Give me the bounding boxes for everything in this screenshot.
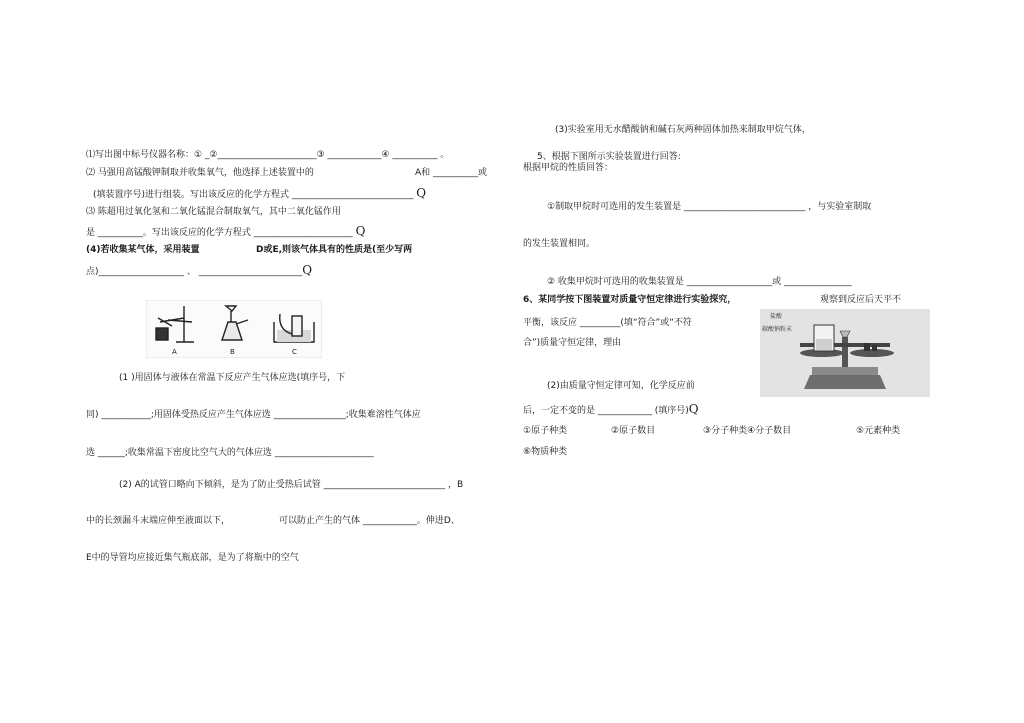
option-3-4: ③分子种类④分子数目 [703, 426, 792, 436]
figure-label-a: A [172, 348, 177, 356]
conservation-answer-line: 后，一定不变的是 ____________ (填序号)Q [523, 402, 699, 416]
part-2-pipe-line: E中的导管均应接近集气瓶底部，是为了将瓶中的空气 [86, 553, 299, 563]
question-6-observation: 观察到反应后天平不 [820, 295, 902, 305]
part-2-funnel-line: 中的长颈漏斗末端应伸至液面以下， [86, 516, 231, 526]
option-2: ②原子数目 [611, 426, 656, 436]
question-5-title: 5、根据下图所示实验装置进行回答: [537, 152, 681, 162]
q-mark: Q [688, 402, 699, 416]
question-3-line: ⑶ 陈超用过氧化氢和二氧化锰混合制取氧气，其中二氧化锰作用 [86, 207, 341, 217]
question-6-blank-line: 平衡，该反应 _________(填“符合”或“不符 [523, 318, 692, 328]
methane-generation-line: ①制取甲烷时可选用的发生装置是 ___________________________ ，与实验室制取 [547, 202, 872, 212]
question-2-blank: A和 __________或 [415, 168, 488, 178]
part-1-question: (1 )用固体与液体在常温下反应产生气体应选(填序号，下 [119, 373, 346, 383]
question-3-equation-line: 是 __________。写出该反应的化学方程式 ______________________ Q [86, 224, 366, 238]
question-6-reason-line: 合”)质量守恒定律，理由 [523, 338, 622, 348]
methane-collection-line: ② 收集甲烷时可选用的收集装置是 ___________________或 _______________ [547, 277, 852, 287]
option-1: ①原子种类 [523, 426, 568, 436]
label-sodium-carbonate: 碳酸钠粉末 [762, 326, 793, 333]
option-6: ⑥物质种类 [523, 447, 568, 457]
part-1-collection-line: 选 ______;收集常温下密度比空气大的气体应选 ______________________ [86, 448, 374, 458]
apparatus-figure [146, 300, 322, 358]
question-4-answer-line: 点)___________________ 、 _______________________Q [86, 263, 313, 277]
methane-generation-tail: 的发生装置相同。 [523, 239, 596, 249]
question-4-properties: D或E,则该气体具有的性质是(至少写两 [256, 245, 413, 255]
figure-label-c: C [292, 348, 297, 356]
q-mark: Q [302, 263, 313, 277]
methane-intro: (3)实验室用无水醋酸钠和碱石灰两种固体加热来制取甲烷气体， [555, 125, 811, 135]
question-5-subtitle: 根据甲烷的性质回答： [523, 163, 614, 173]
part-2-question: (2) A的试管口略向下倾斜，是为了防止受热后试管 ___________________________ ，B [119, 480, 464, 490]
question-6-line: 6、某同学按下图装置对质量守恒定律进行实验探究， [523, 295, 737, 305]
question-1-line: ⑴写出图中标号仪器名称：① _②______________________③ ____________④ __________ 。 [86, 150, 450, 160]
label-hydrochloric-acid: 盐酸 [770, 313, 783, 320]
part-2-gas-line: 可以防止产生的气体 ____________。伸进D、 [279, 516, 460, 526]
q-mark: Q [355, 224, 366, 238]
part-2-conservation-line: (2)由质量守恒定律可知，化学反应前 [547, 381, 695, 391]
question-4-line: (4)若收集某气体，采用装置 [86, 245, 200, 255]
question-2-line: ⑵ 马强用高锰酸钾制取并收集氧气，他选择上述装置中的 [86, 168, 314, 178]
option-5: ⑤元素种类 [856, 426, 901, 436]
figure-label-b: B [230, 348, 235, 356]
part-1-answer-line: 同) ___________;用固体受热反应产生气体应选 ________________;收集难溶性气体应 [86, 410, 421, 420]
question-2-equation-line: (填装置序号)进行组装。写出该反应的化学方程式 ___________________________ Q [93, 186, 427, 200]
q-mark: Q [416, 186, 427, 200]
balance-figure [760, 309, 930, 397]
